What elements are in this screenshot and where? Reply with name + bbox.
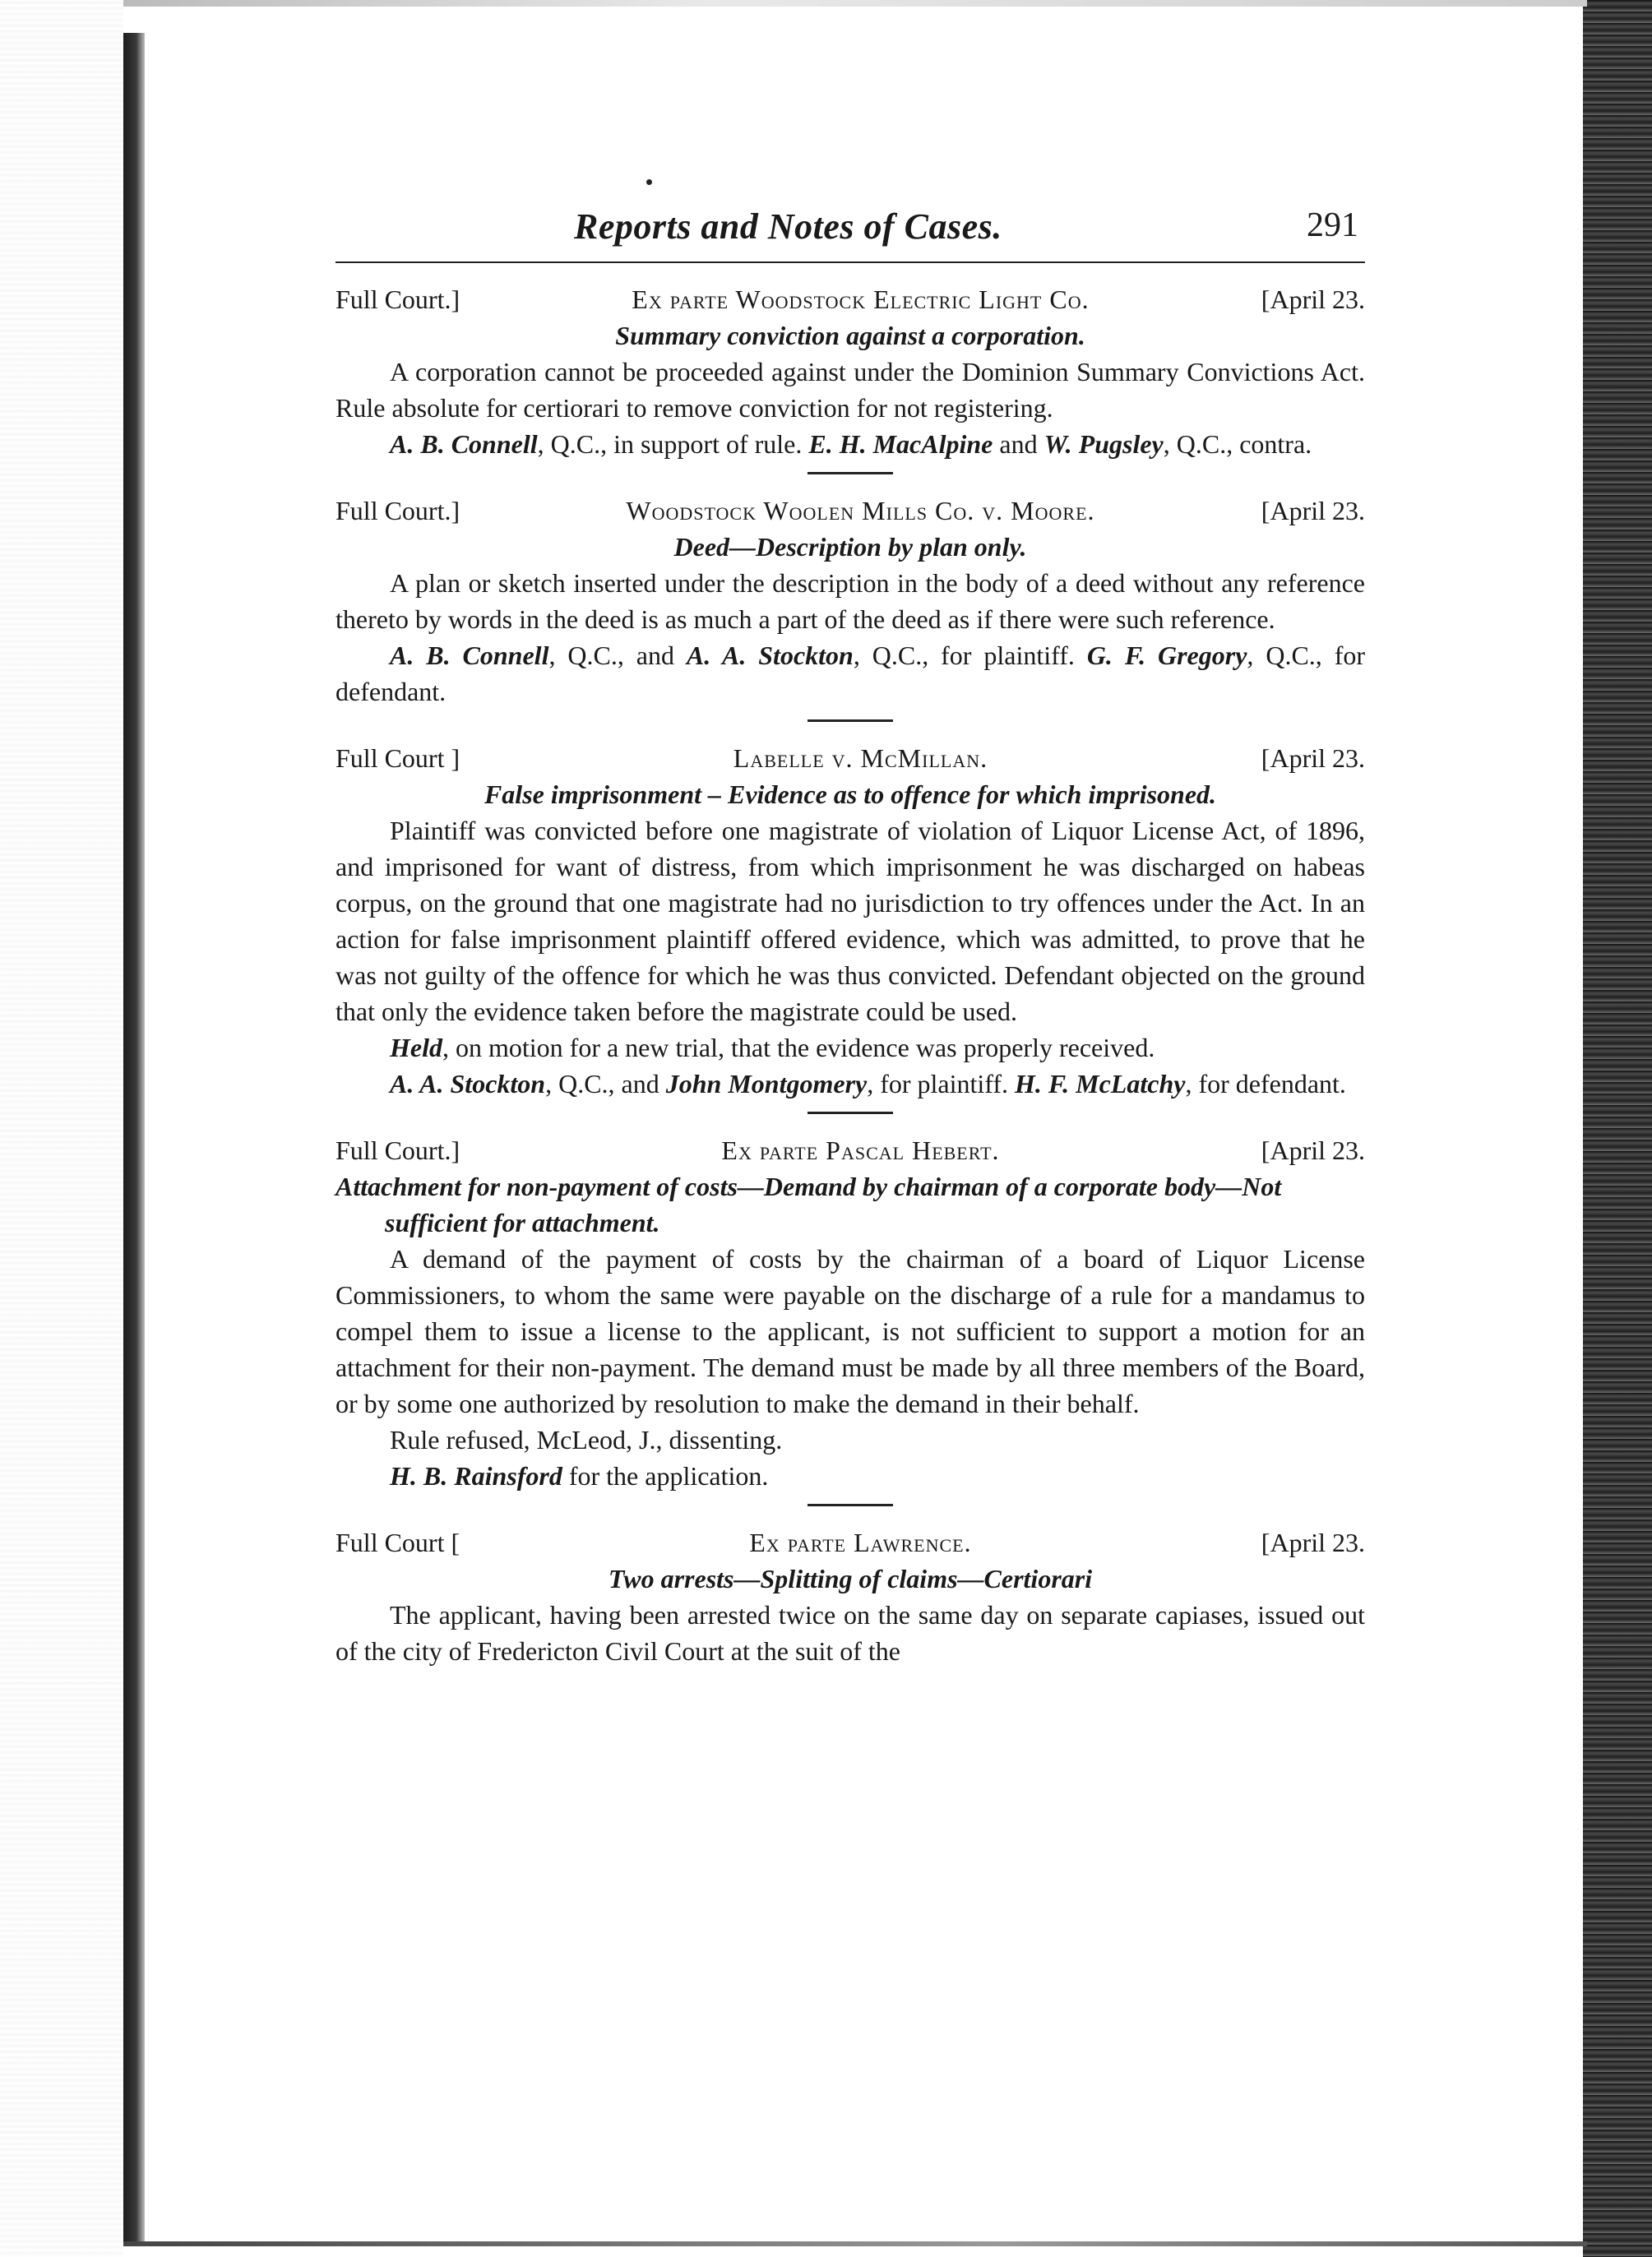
page-edge-left (123, 33, 145, 2245)
headnote: Two arrests—Splitting of claims—Certiorari (608, 1564, 1093, 1593)
text-run: , Q.C., and (548, 641, 687, 670)
case-report (335, 493, 1365, 710)
holding (335, 1422, 1365, 1458)
case-name: Ex parte Pascal Hebert. (721, 1135, 1000, 1165)
running-title: Reports and Notes of Cases. (574, 206, 1002, 247)
text-run: , Q.C., in support of rule. (537, 429, 809, 459)
counsel-name: W. Pugsley (1043, 429, 1164, 459)
case-heading (335, 1132, 1365, 1168)
counsel-name: H. F. McLatchy (1015, 1069, 1186, 1098)
text-run: , Q.C., for plaintiff. (853, 641, 1087, 670)
text-run: , for defendant. (1185, 1069, 1346, 1098)
court-label: Full Court.] (335, 496, 460, 525)
headnote: Deed—Description by plan only. (673, 532, 1027, 562)
case-report (335, 1132, 1365, 1494)
headnote: False imprisonment – Evidence as to offence for which imprisoned. (484, 779, 1217, 809)
text-run: for the application. (562, 1461, 769, 1491)
text-run: , Q.C., for defendant. (335, 641, 1366, 706)
text-run: , Q.C., and (545, 1069, 666, 1098)
counsel-name: G. F. Gregory (1086, 641, 1247, 670)
counsel-name: A. A. Stockton (390, 1069, 546, 1098)
case-report (335, 281, 1365, 462)
counsel-name: Held (390, 1033, 442, 1062)
counsel-name: John Montgomery (665, 1069, 868, 1098)
case-name: Ex parte Lawrence. (749, 1528, 972, 1557)
text-run: , on motion for a new trial, that the evidence was properly received. (442, 1033, 1155, 1062)
counsel-line (335, 637, 1365, 710)
case-list (335, 281, 1365, 1669)
counsel-name: H. B. Rainsford (390, 1461, 562, 1491)
case-name: Ex parte Woodstock Electric Light Co. (632, 284, 1090, 314)
case-name: Labelle v. McMillan. (733, 743, 988, 773)
case-paragraph: Plaintiff was convicted before one magistrate of violation of Liquor License Act, of 1896, and imprisoned for want of distress, from which imprisonment he was discharged on habeas corpus, on the ground that one magistrate had no jurisdiction to try offences under the Act. In an action for false imprisonment plaintiff offered evidence, which was admitted, to prove that he was not guilty of the offence for which he was thus convicted. Defendant objected on the ground that only the evidence taken before the magistrate could be used. (335, 816, 1365, 1026)
case-date: [April 23. (1261, 284, 1365, 314)
case-heading (335, 740, 1365, 776)
counsel-name: E. H. MacAlpine (808, 429, 993, 459)
case-paragraph: The applicant, having been arrested twice on the same day on separate capiases, issued out of the city of Fredericton Civil Court at the suit of the (335, 1600, 1365, 1666)
court-label: Full Court [ (335, 1528, 460, 1557)
holding (335, 1029, 1365, 1066)
case-date: [April 23. (1261, 496, 1365, 525)
counsel-line (335, 1458, 1365, 1494)
section-rule (807, 719, 893, 722)
page-edge-top (123, 0, 1587, 7)
case-heading (335, 493, 1365, 529)
case-paragraph: A plan or sketch inserted under the description in the body of a deed without any reference thereto by words in the deed is as much a part of the deed as if there were such reference. (335, 568, 1365, 634)
case-heading (335, 281, 1365, 317)
case-paragraph: A corporation cannot be proceeded against under the Dominion Summary Convictions Act. Rule absolute for certiorari to remove conviction for not registering. (335, 357, 1365, 423)
head-rule (335, 261, 1365, 263)
counsel-name: A. B. Connell (390, 641, 549, 670)
court-label: Full Court.] (335, 1135, 460, 1165)
case-report (335, 740, 1365, 1102)
text-run: , for plaintiff. (867, 1069, 1016, 1098)
case-heading (335, 1524, 1365, 1561)
headnote: Summary conviction against a corporation. (615, 321, 1085, 350)
case-date: [April 23. (1261, 743, 1365, 773)
text-run: , Q.C., contra. (1163, 429, 1312, 459)
section-rule (807, 472, 893, 474)
case-date: [April 23. (1261, 1135, 1365, 1165)
section-rule (807, 1112, 893, 1114)
page-edge-bottom (123, 2241, 1587, 2246)
court-label: Full Court ] (335, 743, 460, 773)
counsel-name: A. A. Stockton (686, 641, 854, 670)
page-body (335, 197, 1365, 1669)
court-label: Full Court.] (335, 284, 460, 314)
page-edge-right (1583, 0, 1652, 2257)
page-number: 291 (1307, 206, 1358, 244)
section-rule (807, 1504, 893, 1506)
case-report (335, 1524, 1365, 1669)
counsel-name: A. B. Connell (390, 429, 538, 459)
counsel-line (335, 426, 1365, 462)
ink-dot (646, 179, 652, 185)
text-run: and (993, 429, 1044, 459)
running-head (335, 197, 1365, 263)
counsel-line (335, 1066, 1365, 1102)
case-name: Woodstock Woolen Mills Co. v. Moore. (626, 496, 1095, 525)
scan-margin-left (0, 0, 123, 2257)
case-paragraph: A demand of the payment of costs by the chairman of a board of Liquor License Commissioners, to whom the same were payable on the discharge of a rule for a mandamus to compel them to issue a license to the applicant, is not sufficient to support a motion for an attachment for their non-payment. The demand must be made by all three members of the Board, or by some one authorized by resolution to make the demand in their behalf. (335, 1244, 1365, 1418)
headnote: Attachment for non-payment of costs—Demand by chairman of a corporate body—Not sufficient for attachment. (335, 1172, 1282, 1237)
case-date: [April 23. (1261, 1528, 1365, 1557)
text-run: Rule refused, McLeod, J., dissenting. (390, 1425, 783, 1455)
